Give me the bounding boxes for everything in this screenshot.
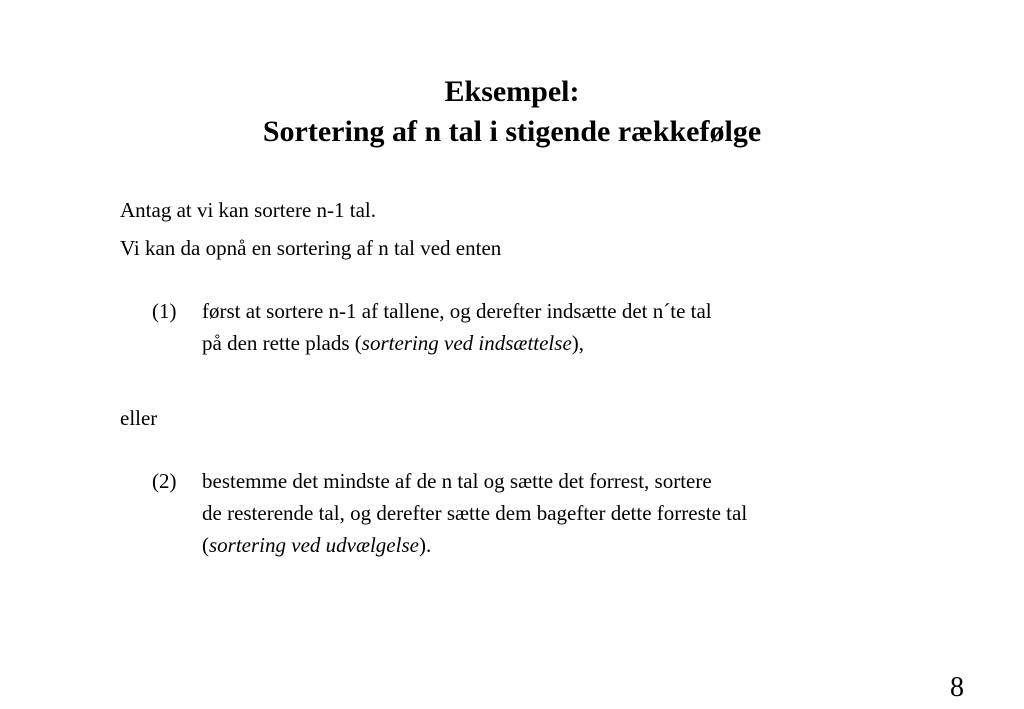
item-1-line-2	[202, 330, 584, 356]
intro-paragraph-2: Vi kan da opnå en sortering af n tal ved enten	[120, 236, 502, 260]
slide-title	[0, 72, 1024, 152]
item-2-line-1: bestemme det mindste af de n tal og sætte det forrest, sortere	[202, 469, 712, 493]
item-1-line-2-prefix: på den rette plads (	[202, 331, 362, 355]
item-2-line-2: de resterende tal, og derefter sætte dem bagefter dette forreste tal	[202, 501, 748, 525]
intro-paragraph-1: Antag at vi kan sortere n-1 tal.	[120, 198, 376, 222]
item-2-number: (2)	[152, 469, 177, 493]
page-number: 8	[950, 672, 964, 703]
item-2-term: sortering ved udvælgelse	[209, 533, 419, 557]
item-2-line-3-suffix: ).	[418, 533, 432, 557]
item-2-line-3-prefix: (	[202, 533, 209, 557]
item-1-line-2-suffix: ),	[571, 331, 585, 355]
item-2-line-3	[202, 532, 431, 558]
title-line-1: Eksempel:	[444, 75, 580, 108]
item-1-term: sortering ved indsættelse	[361, 331, 572, 355]
item-1-number: (1)	[152, 299, 177, 323]
connector-text: eller	[120, 406, 158, 430]
title-line-2: Sortering af n tal i stigende rækkefølge	[262, 115, 762, 148]
item-1-line-1: først at sortere n-1 af tallene, og derefter indsætte det n´te tal	[202, 299, 712, 323]
